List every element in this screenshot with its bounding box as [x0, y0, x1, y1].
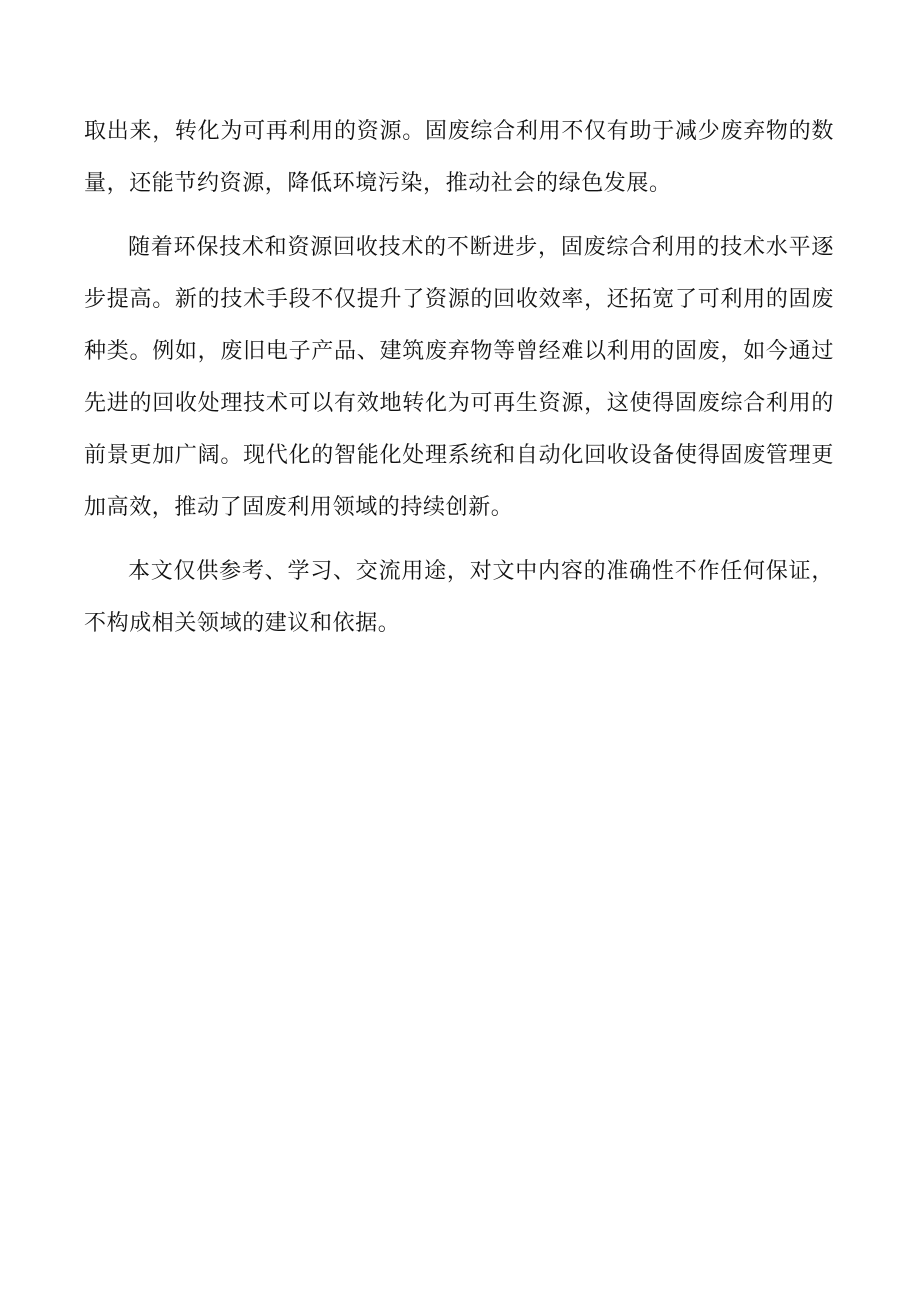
paragraph-continuation: 取出来，转化为可再利用的资源。固废综合利用不仅有助于减少废弃物的数量，还能节约资源，降低环境污染，推动社会的绿色发展。 [84, 119, 834, 196]
paragraph-technology-progress: 随着环保技术和资源回收技术的不断进步，固废综合利用的技术水平逐步提高。新的技术手段不仅提升了资源的回收效率，还拓宽了可利用的固废种类。例如，废旧电子产品、建筑废弃物等曾经难以利用的固废，如今通过先进的回收处理技术可以有效地转化为可再生资源，这使得固废综合利用的前景更加广阔。现代化的智能化处理系统和自动化回收设备使得固废管理更加高效，推动了固废利用领域的持续创新。 [84, 235, 834, 520]
paragraph-disclaimer: 本文仅供参考、学习、交流用途，对文中内容的准确性不作任何保证，不构成相关领域的建议和依据。 [84, 559, 834, 636]
document-body [84, 106, 834, 662]
